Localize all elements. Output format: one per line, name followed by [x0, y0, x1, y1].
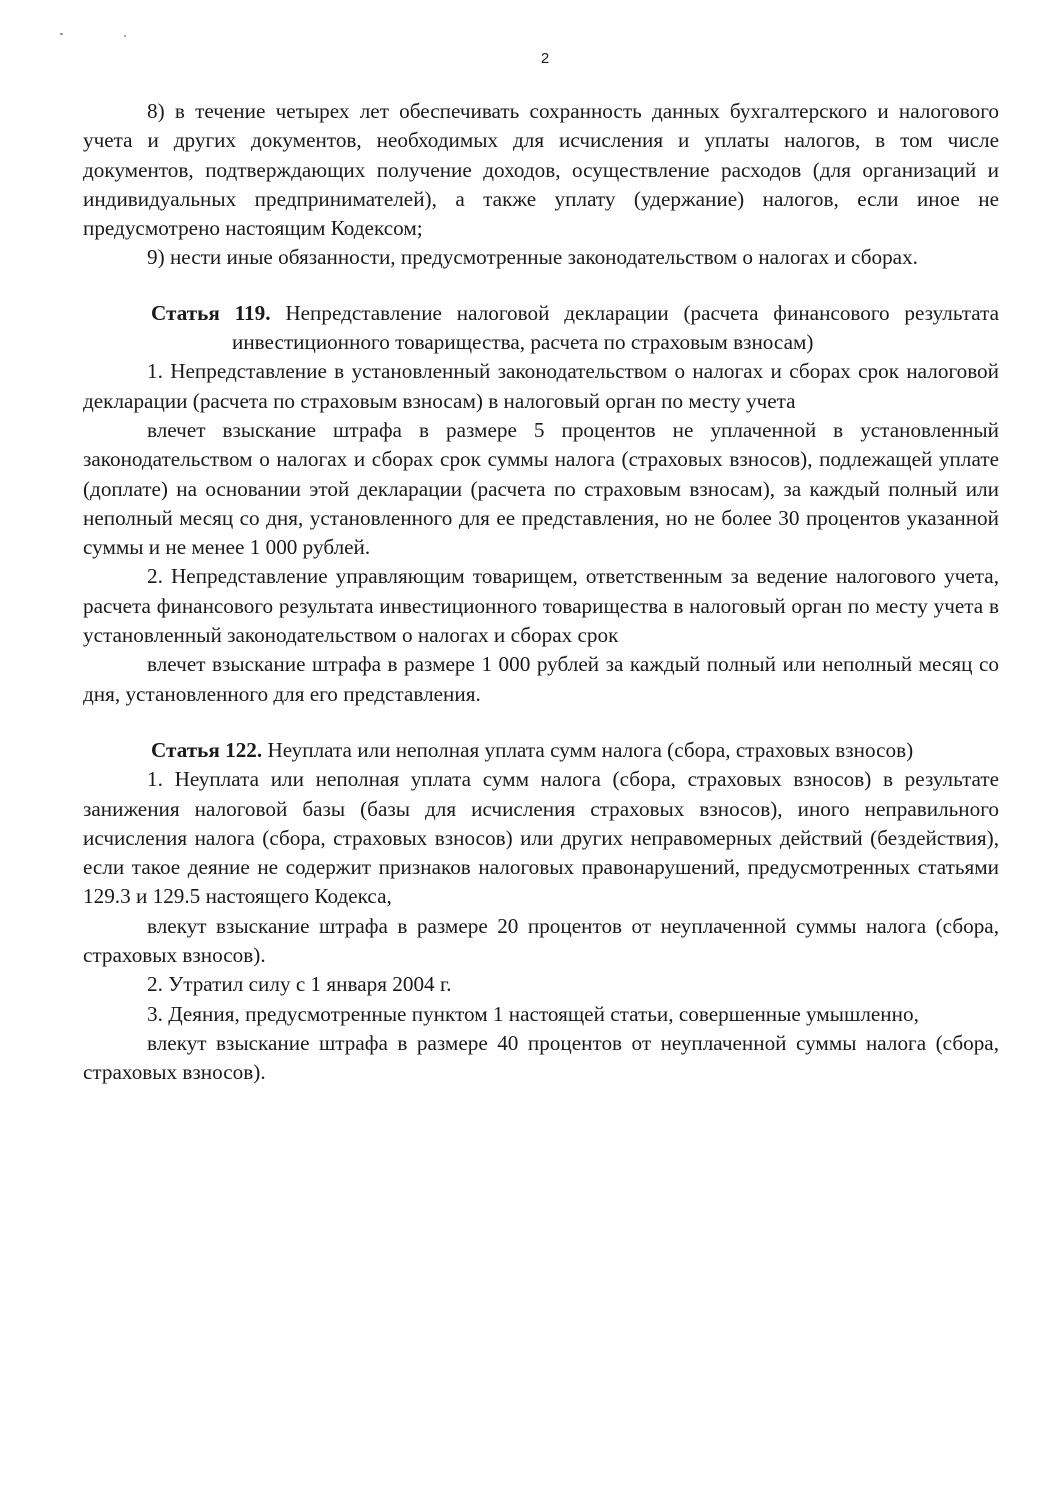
paragraph: 2. Непредставление управляющим товарищем, ответственным за ведение налогового учета, расчета финансового результата инвестиционного товарищества в налоговый орган по месту учета в установленный законодательством о налогах и сборах срок	[83, 564, 999, 648]
paragraph: влекут взыскание штрафа в размере 40 процентов от неуплаченной суммы налога (сбора, страховых взносов).	[83, 1030, 999, 1085]
article-title: Непредставление налоговой декларации (расчета финансового результата инвестиционного товарищества, расчета по страховым взносам)	[232, 300, 999, 355]
paragraph: 1. Неуплата или неполная уплата сумм налога (сбора, страховых взносов) в результате занижения налоговой базы (базы для исчисления страховых взносов), иного неправильного исчисления налога (сбора, страховых взносов) или других неправомерных действий (бездействия), если такое деяние не содержит признаков налоговых правонарушений, предусмотренных статьями 129.3 и 129.5 настоящего Кодекса,	[83, 767, 999, 909]
paragraph: 1. Непредставление в установленный законодательством о налогах и сборах срок налоговой декларации (расчета по страховым взносам) в налоговый орган по месту учета	[83, 359, 999, 413]
section-gap	[83, 709, 999, 736]
article-heading	[83, 736, 999, 765]
paragraph: 2. Утратил силу с 1 января 2004 г.	[147, 972, 452, 997]
article-number: Статья 122.	[151, 737, 263, 762]
article-heading	[83, 299, 999, 358]
scan-speck	[124, 35, 126, 37]
paragraph: 8) в течение четырех лет обеспечивать сохранность данных бухгалтерского и налогового учета и других документов, необходимых для исчисления и уплаты налогов, в том числе документов, подтверждающих получение доходов, осуществление расходов (для организаций и индивидуальных предпринимателей), а также уплату (удержание) налогов, если иное не предусмотрено настоящим Кодексом;	[83, 99, 999, 241]
paragraph: 9) нести иные обязанности, предусмотренные законодательством о налогах и сборах.	[147, 245, 918, 270]
page-number: 2	[540, 50, 550, 67]
article-number: Статья 119.	[151, 300, 271, 325]
article-title: Неуплата или неполная уплата сумм налога (сбора, страховых взносов)	[267, 737, 914, 762]
scan-speck	[60, 33, 63, 35]
section-gap	[83, 273, 999, 299]
document-body	[83, 97, 999, 1088]
paragraph: влекут взыскание штрафа в размере 20 процентов от неуплаченной суммы налога (сбора, страховых взносов).	[83, 913, 999, 968]
paragraph: 3. Деяния, предусмотренные пунктом 1 настоящей статьи, совершенные умышленно,	[147, 1001, 919, 1026]
paragraph: влечет взыскание штрафа в размере 5 процентов не уплаченной в установленный законодательством о налогах и сборах срок суммы налога (страховых взносов), подлежащей уплате (доплате) на основании этой декларации (расчета по страховым взносам), за каждый полный или неполный месяц со дня, установленного для ее представления, но не более 30 процентов указанной суммы и не менее 1 000 рублей.	[83, 417, 999, 560]
paragraph: влечет взыскание штрафа в размере 1 000 рублей за каждый полный или неполный месяц со дня, установленного для его представления.	[83, 652, 999, 706]
